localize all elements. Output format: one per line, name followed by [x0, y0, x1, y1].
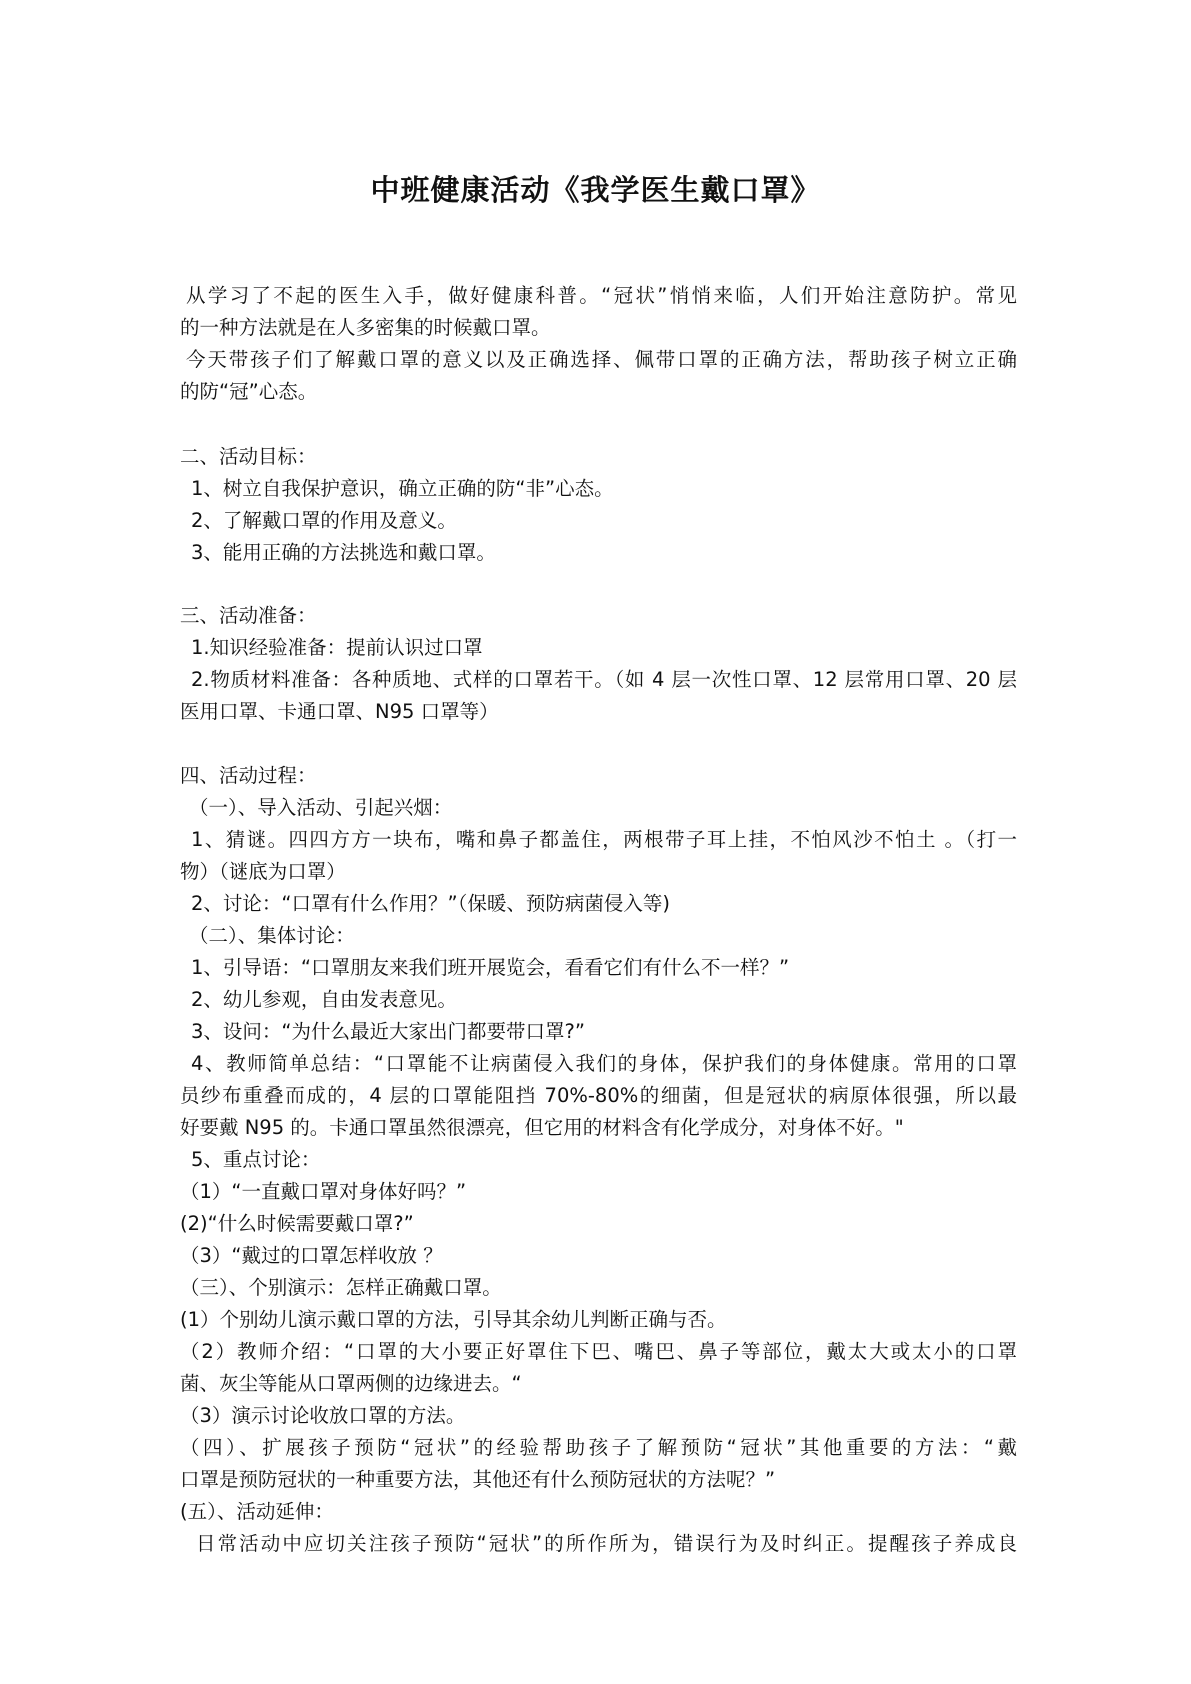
process-line: 2、讨论：“口罩有什么作用？”（保暖、预防病菌侵入等)	[191, 892, 670, 915]
process-line: （1）“一直戴口罩对身体好吗？”	[180, 1180, 467, 1203]
process-line: 1、猜谜。四四方方一块布，嘴和鼻子都盖住，两根带子耳上挂，不怕风沙不怕土 。（打一	[191, 828, 1017, 851]
goal-item: 1、树立自我保护意识，确立正确的防“非”心态。	[191, 477, 614, 500]
document-title: 中班健康活动《我学医生戴口罩》	[370, 173, 821, 207]
process-line: 2、幼儿参观，自由发表意见。	[191, 988, 457, 1011]
process-line: （三）、个别演示：怎样正确戴口罩。	[180, 1276, 502, 1299]
process-line: (1）个别幼儿演示戴口罩的方法，引导其余幼儿判断正确与否。	[180, 1308, 727, 1331]
goal-item: 2、了解戴口罩的作用及意义。	[191, 509, 457, 532]
intro-line: 从学习了不起的医生入手，做好健康科普。“冠状”悄悄来临，人们开始注意防护。常见	[186, 284, 1017, 307]
intro-line: 今天带孩子们了解戴口罩的意义以及正确选择、佩带口罩的正确方法，帮助孩子树立正确	[186, 348, 1017, 371]
process-line: （3）演示讨论收放口罩的方法。	[180, 1404, 466, 1427]
process-line: 菌、灰尘等能从口罩两侧的边缘进去。“	[180, 1372, 522, 1395]
goal-item: 3、能用正确的方法挑选和戴口罩。	[191, 541, 496, 564]
process-line: 4、教师简单总结：“口罩能不让病菌侵入我们的身体，保护我们的身体健康。常用的口罩	[191, 1052, 1017, 1075]
process-line: (五）、活动延伸：	[180, 1500, 334, 1523]
intro-line: 的防“冠”心态。	[180, 380, 318, 403]
prep-line: 2.物质材料准备：各种质地、式样的口罩若干。（如 4 层一次性口罩、12 层常用口罩、20 层	[191, 668, 1017, 691]
process-line: 日常活动中应切关注孩子预防“冠状”的所作所为，错误行为及时纠正。提醒孩子养成良	[196, 1532, 1017, 1555]
prep-line: 医用口罩、卡通口罩、N95 口罩等）	[180, 700, 499, 723]
process-line: 5、重点讨论：	[191, 1148, 321, 1171]
process-line: 3、设问：“为什么最近大家出门都要带口罩?”	[191, 1020, 585, 1043]
process-line: （二）、集体讨论：	[189, 924, 355, 947]
goals-heading: 二、活动目标：	[180, 445, 317, 468]
process-line: 员纱布重叠而成的，4 层的口罩能阻挡 70%-80%的细菌，但是冠状的病原体很强，所以最	[180, 1084, 1017, 1107]
process-line: （一）、导入活动、引起兴烟：	[189, 796, 453, 819]
intro-line: 的一种方法就是在人多密集的时候戴口罩。	[180, 316, 551, 339]
process-line: （四）、扩展孩子预防“冠状”的经验帮助孩子了解预防“冠状”其他重要的方法：“戴	[180, 1436, 1017, 1459]
process-line: （2）教师介绍：“口罩的大小要正好罩住下巴、嘴巴、鼻子等部位，戴太大或太小的口罩	[180, 1340, 1017, 1363]
prep-line: 1.知识经验准备：提前认识过口罩	[191, 636, 483, 659]
process-line: (2)“什么时候需要戴口罩?”	[180, 1212, 414, 1235]
process-line: 口罩是预防冠状的一种重要方法，其他还有什么预防冠状的方法呢？”	[180, 1468, 776, 1491]
process-line: （3）“戴过的口罩怎样收放 ？	[180, 1244, 443, 1267]
process-heading: 四、活动过程：	[180, 764, 317, 787]
process-line: 1、引导语：“口罩朋友来我们班开展览会，看看它们有什么不一样？”	[191, 956, 790, 979]
process-line: 物）（谜底为口罩）	[180, 860, 346, 883]
prep-heading: 三、活动准备：	[180, 604, 317, 627]
process-line: 好要戴 N95 的。卡通口罩虽然很漂亮，但它用的材料含有化学成分，对身体不好。"	[180, 1116, 904, 1139]
